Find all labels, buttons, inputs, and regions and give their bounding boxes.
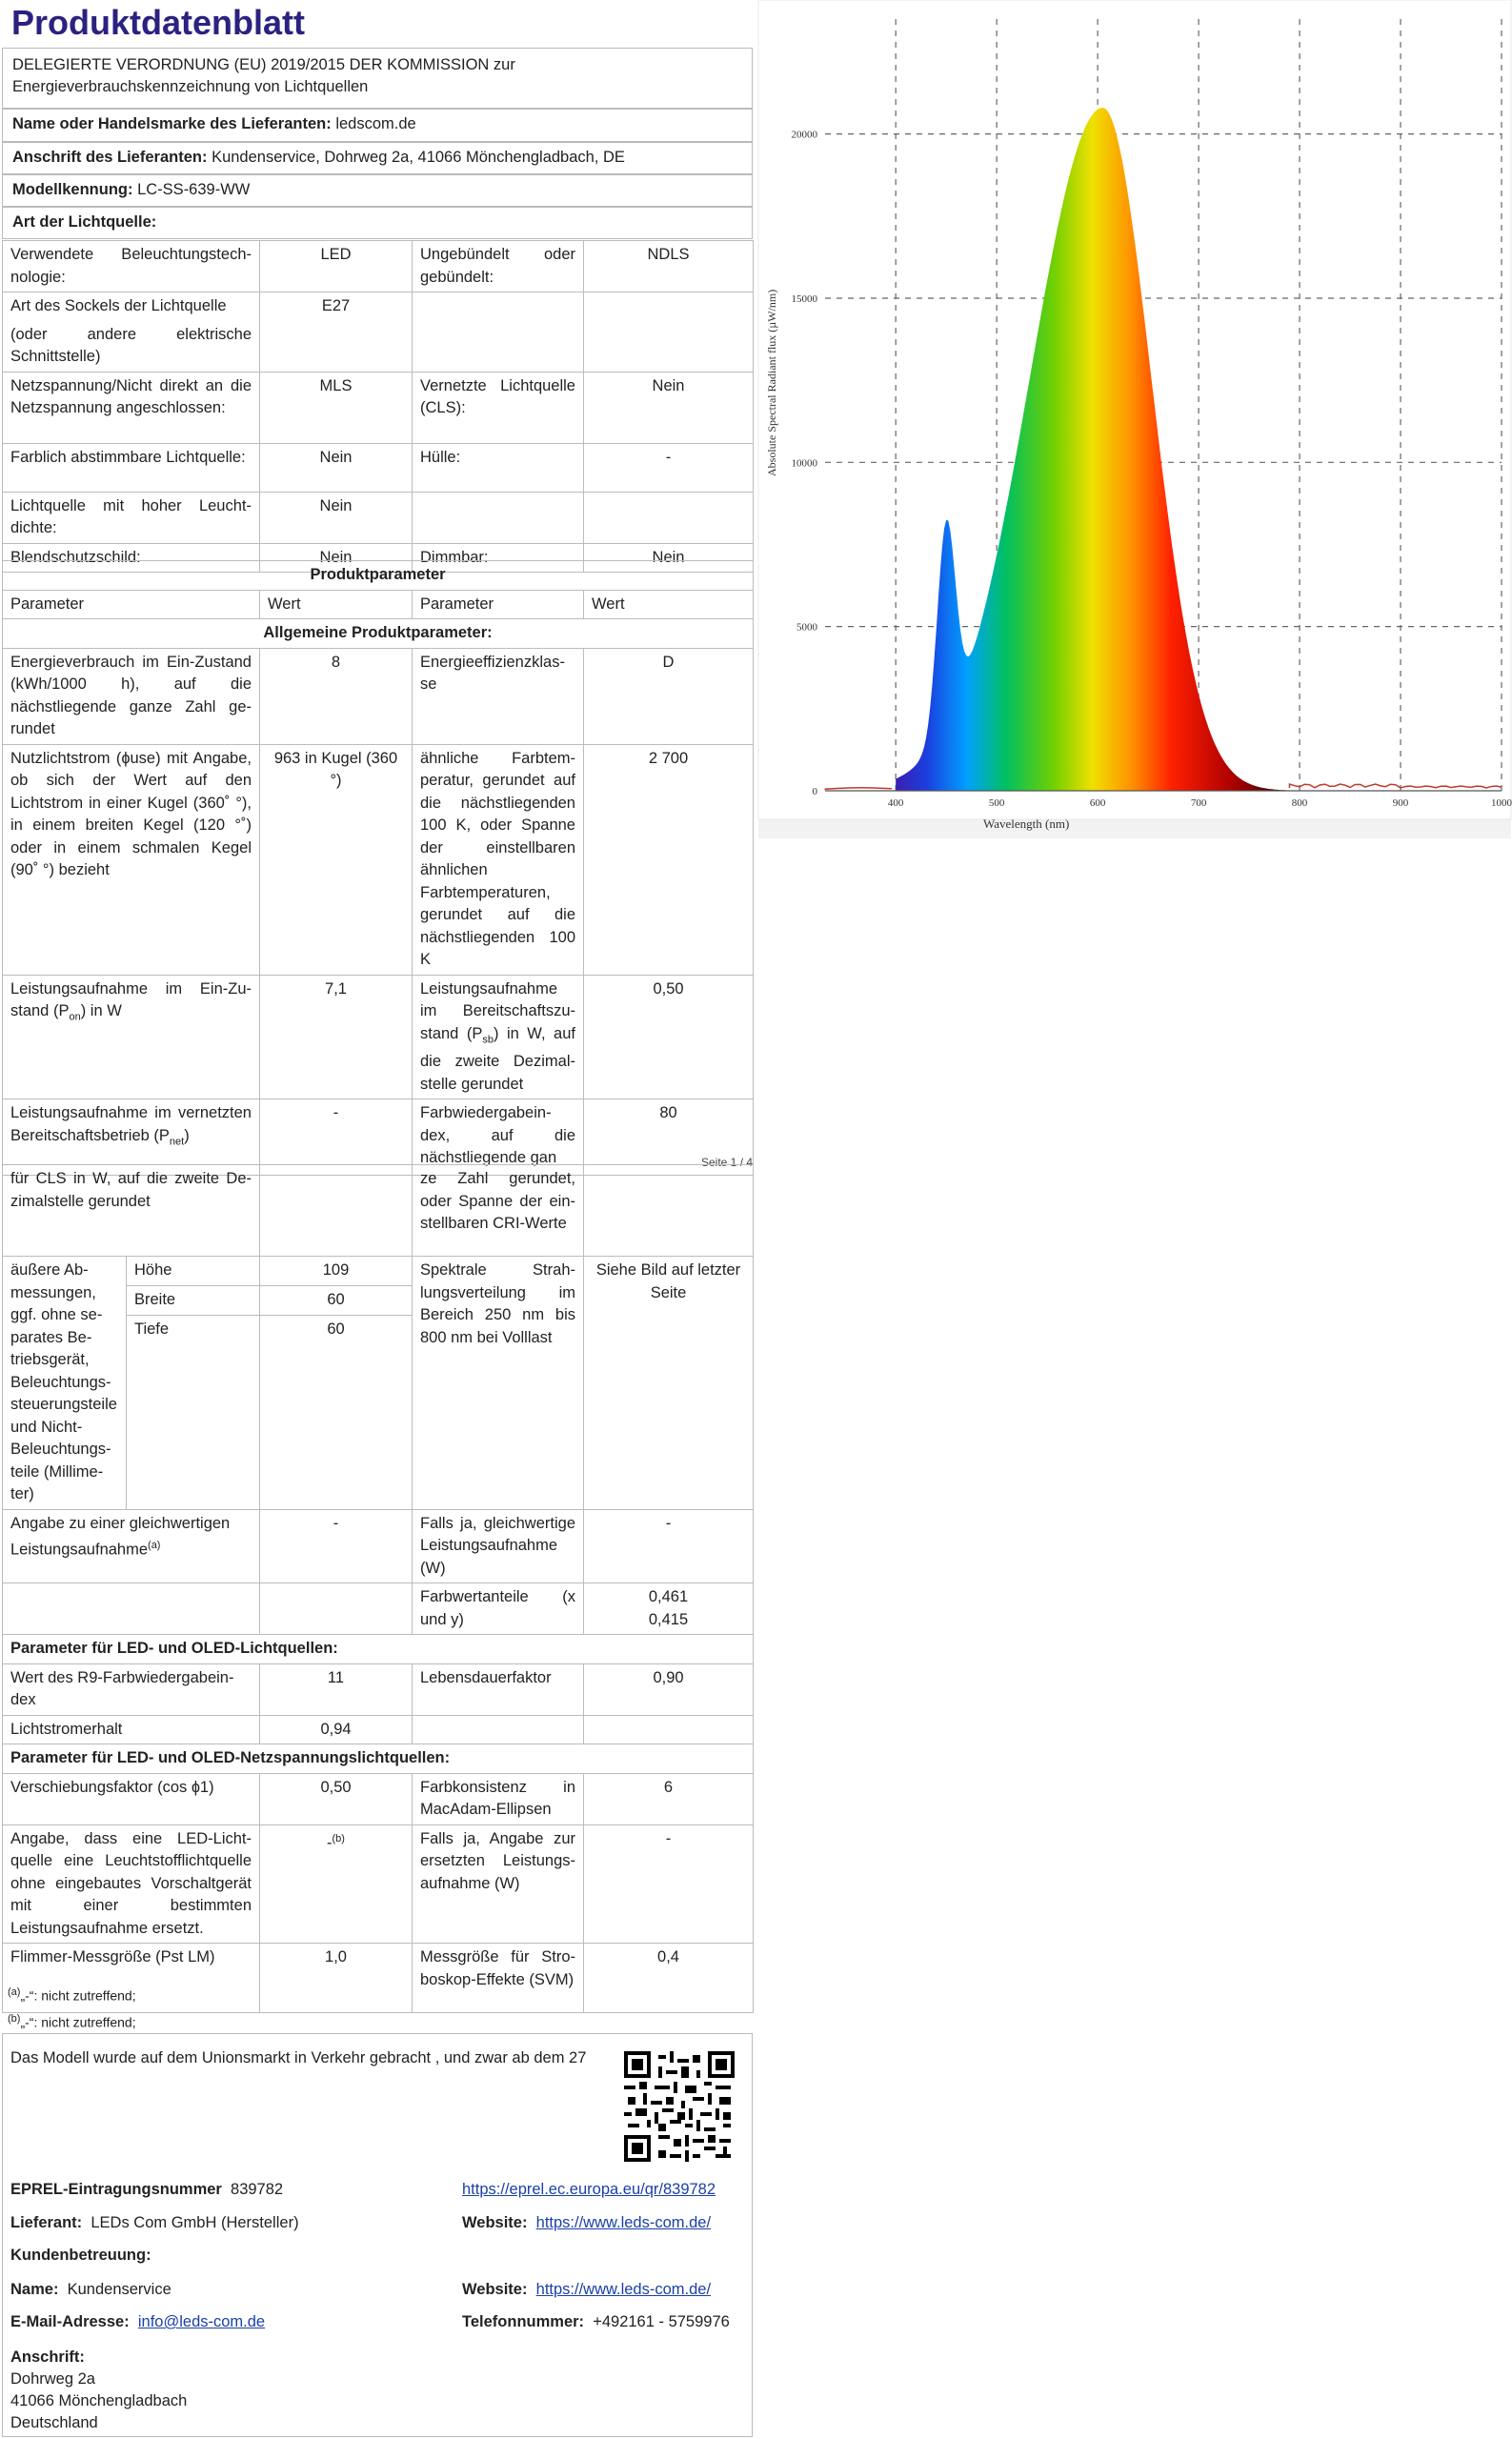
cell: NDLS	[584, 241, 754, 292]
cell: 7,1	[260, 975, 413, 1099]
cell: 11	[260, 1663, 413, 1715]
cell: Messgröße für Stroboskop-Effekte (SVM)	[413, 1944, 584, 2013]
cell: Farbwiedergabeindex, auf die nächstliegende gan	[413, 1099, 584, 1176]
table-row	[3, 492, 754, 543]
customer-service-label: Kundenbetreuung:	[10, 2247, 151, 2264]
cell: Siehe Bild auf letzter Seite	[584, 1257, 754, 1510]
table-row	[3, 1635, 754, 1664]
cell: Leistungsaufnahme im vernetzten Bereitschaftsbetrieb $(P_{net})$	[3, 1099, 260, 1176]
cell: Lebensdauerfaktor	[413, 1663, 584, 1715]
x-tick-label: 500	[988, 797, 1005, 809]
x-tick-label: 800	[1291, 797, 1308, 809]
website-row: Website: https://www.leds-com.de/	[462, 2214, 712, 2231]
cell: Leistungsaufnahme im Ein-Zustand $(P_{on})$ in W	[3, 975, 260, 1099]
cell: Tiefe	[127, 1316, 260, 1509]
cell	[584, 1165, 754, 1257]
regulation-line-2: Energieverbrauchskennzeichnung von Lichtquellen	[12, 78, 369, 95]
cell: -	[584, 1509, 754, 1583]
cell: 0,94	[260, 1715, 413, 1744]
y-tick-label: 15000	[791, 292, 817, 305]
cell: Energieeffizienzklasse	[413, 648, 584, 744]
cell: Nein	[260, 543, 413, 573]
cell: Netzspannung/Nicht direkt an die Netzspannung angeschlossen:	[3, 372, 260, 443]
cell: -	[260, 1099, 413, 1176]
cell: Vernetzte Lichtquelle (CLS):	[413, 372, 584, 443]
column-header: Wert	[260, 590, 413, 619]
cell: 0,4	[584, 1944, 754, 2013]
cell: Verwendete Beleuchtungstechnologie:	[3, 241, 260, 292]
supplier-row: Lieferant: LEDs Com GmbH (Hersteller)	[10, 2214, 299, 2231]
table-row	[3, 1257, 754, 1286]
cell: Leistungsaufnahme im Bereitschaftszustand $(P_{sb})$ in W, auf die zweite Dezimalstelle gerundet	[413, 975, 584, 1099]
spectrum-plot	[758, 0, 1511, 838]
cell: Hülle:	[413, 443, 584, 492]
cell: ze Zahl gerundet, oder Spanne der einstellbaren CRI-Werte	[413, 1165, 584, 1257]
table-row	[3, 1583, 754, 1635]
eprel-link[interactable]: https://eprel.ec.europa.eu/qr/839782	[462, 2181, 716, 2198]
supplier-name-value: ledscom.de	[335, 115, 416, 132]
table-row	[3, 1744, 754, 1774]
table-row	[3, 744, 754, 975]
table-row	[3, 1824, 754, 1944]
cell	[3, 292, 260, 373]
cell: Energieverbrauch im Ein-Zustand (kWh/1000 h), auf die nächstliegende ganze Zahl gerundet	[3, 648, 260, 744]
supplier-name-row	[2, 109, 753, 142]
supplier-name-label: Name oder Handelsmarke des Lieferanten:	[12, 115, 332, 132]
cell: Farblich abstimmbare Lichtquelle:	[3, 443, 260, 492]
cell: 80	[584, 1099, 754, 1176]
cell: Wert des R9-Farbwiedergabeindex	[3, 1663, 260, 1715]
table-row	[3, 590, 754, 619]
light-source-table	[2, 240, 753, 573]
section-heading: Parameter für LED- und OLED-Netzspannungslichtquellen:	[3, 1744, 754, 1774]
contact-name-row: Name: Kundenservice	[10, 2281, 171, 2298]
footnote-b: $^{(b)}$„-“: nicht zutreffend;	[8, 2013, 136, 2030]
x-axis-label: Wavelength (nm)	[983, 816, 1070, 831]
regulation-box	[2, 48, 753, 109]
table-row	[3, 1773, 754, 1824]
cell: 0,50	[584, 975, 754, 1099]
cell: Flimmer-Messgröße (Pst LM)	[3, 1944, 260, 2013]
y-tick-label: 20000	[791, 129, 817, 141]
cell: 109	[260, 1257, 413, 1286]
y-tick-label: 10000	[791, 457, 817, 470]
column-header: Parameter	[3, 590, 260, 619]
cell: Farbwertanteile (x und y)	[413, 1583, 584, 1635]
cell: 8	[260, 648, 413, 744]
parameter-table-2	[2, 1164, 753, 2013]
cell: Lichtquelle mit hoher Leuchtdichte:	[3, 492, 260, 543]
cell: 963 in Kugel (360 °)	[260, 744, 413, 975]
cell: Höhe	[127, 1257, 260, 1286]
y-tick-label: 5000	[796, 621, 817, 634]
cell: -	[584, 1824, 754, 1944]
table-row	[3, 975, 754, 1099]
section-heading: Parameter für LED- und OLED-Lichtquellen:	[3, 1635, 754, 1664]
light-source-type-label: Art der Lichtquelle:	[2, 207, 753, 239]
model-value: LC-SS-639-WW	[137, 181, 251, 198]
cell: -	[584, 443, 754, 492]
supplier-address-label: Anschrift des Lieferanten:	[12, 149, 208, 166]
cell: Farbkonsistenz in MacAdam-Ellipsen	[413, 1773, 584, 1824]
address-label: Anschrift:	[10, 2348, 85, 2366]
cell: Nein	[584, 543, 754, 573]
cell: 1,0	[260, 1944, 413, 2013]
address-line-1: Dohrweg 2a	[10, 2370, 95, 2388]
cell: Angabe, dass eine LED-Lichtquelle eine Leuchtstofflichtquelle ohne eingebautes Vorschaltgerät mit einer bestimmten Leistungsaufnahme ersetzt.	[3, 1824, 260, 1944]
qr-code-icon[interactable]	[624, 2051, 735, 2162]
cell: ähnliche Farbtemperatur, gerundet auf die nächstliegenden 100 K, oder Spanne der einstellbaren ähnlichen Farbtemperaturen, gerundet auf die nächstliegenden 100 K	[413, 744, 584, 975]
cell	[413, 492, 584, 543]
cell	[3, 1583, 260, 1635]
cell-text: (oder andere elektrische Schnittstelle)	[10, 325, 252, 365]
cell: MLS	[260, 372, 413, 443]
cell	[260, 1165, 413, 1257]
email-row: E-Mail-Adresse: info@leds-com.de	[10, 2313, 266, 2330]
cell: Falls ja, gleichwertige Leistungsaufnahme (W)	[413, 1509, 584, 1583]
cell: LED	[260, 241, 413, 292]
email-link[interactable]: info@leds-com.de	[137, 2313, 266, 2330]
page-title: Produktdatenblatt	[11, 3, 306, 42]
spectrum-chart	[758, 0, 1511, 838]
cell: Blendschutzschild:	[3, 543, 260, 573]
cell: Angabe zu einer gleichwertigen Leistungsaufnahme$^{(a)}$	[3, 1509, 260, 1583]
table-row	[3, 1509, 754, 1583]
cell: Spektrale Strahlungsverteilung im Bereich 250 nm bis 800 nm bei Volllast	[413, 1257, 584, 1510]
table-row	[3, 292, 754, 373]
page-number: Seite 1 / 4	[701, 1156, 754, 1169]
table-row	[3, 1165, 754, 1257]
market-date-text: Das Modell wurde auf dem Unionsmarkt in Verkehr gebracht , und zwar ab dem 27	[10, 2049, 587, 2066]
address-line-2: 41066 Mönchengladbach	[10, 2392, 188, 2409]
table-row	[3, 1715, 754, 1744]
cell: 0,461 0,415	[584, 1583, 754, 1635]
table-row	[3, 241, 754, 292]
cell: Falls ja, Angabe zur ersetzten Leistungsaufnahme (W)	[413, 1824, 584, 1944]
model-row	[2, 174, 753, 207]
x-tick-label: 400	[887, 797, 904, 809]
cell: 60	[260, 1316, 413, 1509]
table-row	[3, 443, 754, 492]
x-tick-label: 600	[1089, 797, 1106, 809]
table-row	[3, 648, 754, 744]
cell: 0,50	[260, 1773, 413, 1824]
cell: Nutzlichtstrom (ɸuse) mit Angabe, ob sich der Wert auf den Lichtstrom in einer Kugel (360˚ °), in einem breiten Kegel (120 °˚) oder in einem schmalen Kegel (90˚ °) bezieht	[3, 744, 260, 975]
cell	[584, 492, 754, 543]
supplier-address-value: Kundenservice, Dohrweg 2a, 41066 Mönchengladbach, DE	[212, 149, 625, 166]
cell: Breite	[127, 1286, 260, 1316]
x-tick-label: 900	[1392, 797, 1409, 809]
cell: Ungebündelt oder gebündelt:	[413, 241, 584, 292]
section-heading: Produktparameter	[3, 561, 754, 591]
cell: Dimmbar:	[413, 543, 584, 573]
cell	[413, 292, 584, 373]
cell: Lichtstromerhalt	[3, 1715, 260, 1744]
website-link[interactable]: https://www.leds-com.de/	[535, 2214, 712, 2231]
footnote-a: $^{(a)}$„-“: nicht zutreffend;	[8, 1986, 136, 2004]
cell: 0,90	[584, 1663, 754, 1715]
section-heading: Allgemeine Produktparameter:	[3, 619, 754, 649]
cell	[584, 292, 754, 373]
x-tick-label: 700	[1190, 797, 1207, 809]
website-row-2: Website: https://www.leds-com.de/	[462, 2281, 712, 2298]
column-header: Wert	[584, 590, 754, 619]
eprel-row: EPREL-Eintragungsnummer 839782	[10, 2181, 284, 2198]
table-row	[3, 372, 754, 443]
cell: 60	[260, 1286, 413, 1316]
table-row	[3, 619, 754, 649]
y-tick-label: 0	[812, 786, 817, 797]
cell-text: Art des Sockels der Lichtquelle	[10, 297, 227, 314]
address-line-3: Deutschland	[10, 2414, 98, 2431]
column-header: Parameter	[413, 590, 584, 619]
cell	[260, 1583, 413, 1635]
y-axis-label: Absolute Spectral Radiant flux (µW/nm)	[765, 289, 778, 476]
model-label: Modellkennung:	[12, 181, 133, 198]
cell: Nein	[584, 372, 754, 443]
cell: -	[260, 1509, 413, 1583]
cell: D	[584, 648, 754, 744]
regulation-line-1: DELEGIERTE VERORDNUNG (EU) 2019/2015 DER KOMMISSION zur	[12, 56, 515, 73]
x-tick-label: 1000	[1491, 797, 1512, 809]
cell	[413, 1715, 584, 1744]
supplier-address-row	[2, 142, 753, 174]
cell: -$^{(b)}$	[260, 1824, 413, 1944]
table-row	[3, 561, 754, 591]
cell: Nein	[260, 443, 413, 492]
cell: E27	[260, 292, 413, 373]
cell: für CLS in W, auf die zweite Dezimalstelle gerundet	[3, 1165, 260, 1257]
cell	[584, 1715, 754, 1744]
cell: Verschiebungsfaktor (cos ɸ1)	[3, 1773, 260, 1824]
cell: äußere Abmessungen, ggf. ohne separates Betriebsgerät, Beleuchtungssteuerungsteile und Nicht-Beleuchtungsteile (Millimeter)	[3, 1257, 127, 1510]
supplier-footer	[2, 2033, 753, 2437]
cell: Nein	[260, 492, 413, 543]
website-link-2[interactable]: https://www.leds-com.de/	[535, 2281, 712, 2298]
cell: 2 700	[584, 744, 754, 975]
phone-row: Telefonnummer: +492161 - 5759976	[462, 2313, 730, 2330]
cell: 6	[584, 1773, 754, 1824]
table-row	[3, 1663, 754, 1715]
